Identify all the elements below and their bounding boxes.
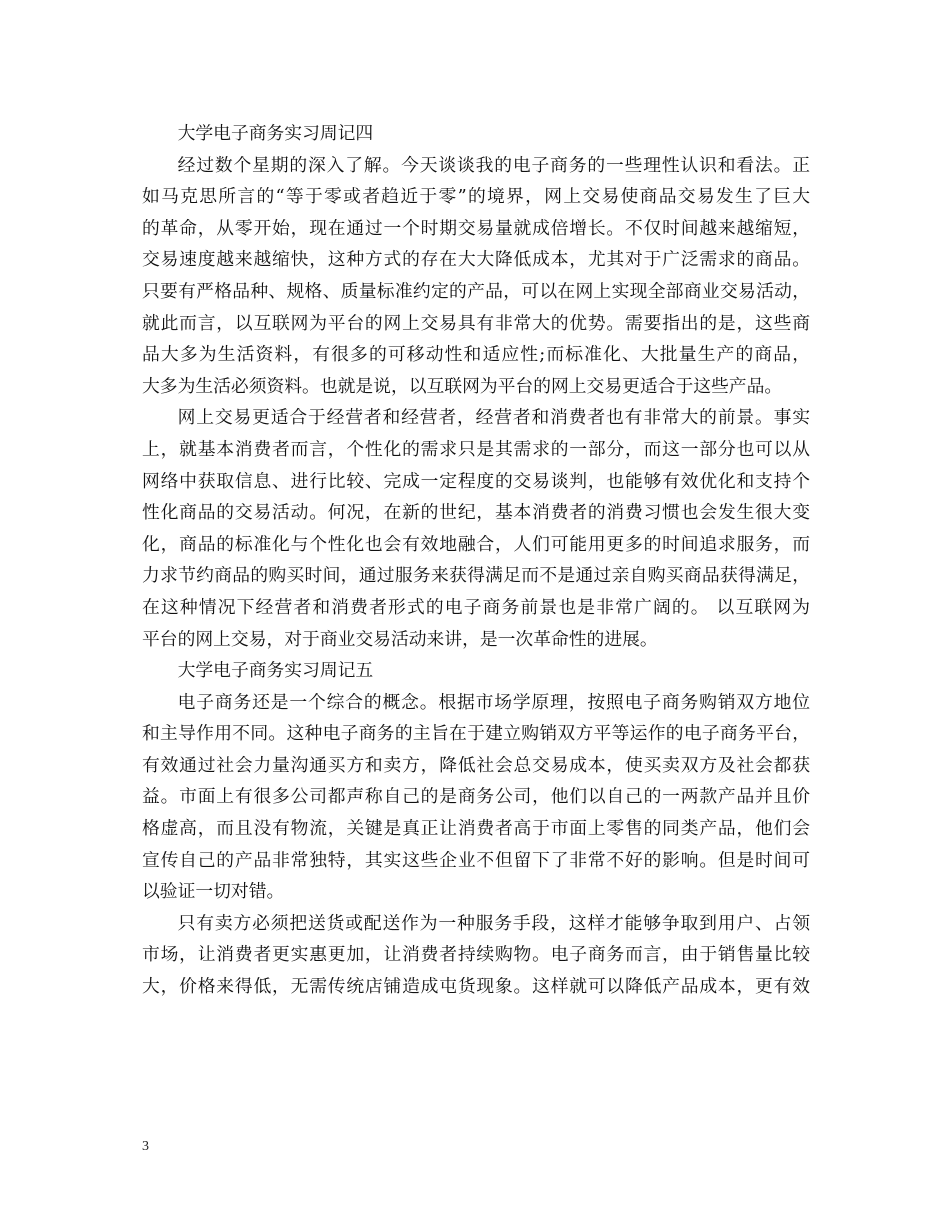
section-heading-week-5: 大学电子商务实习周记五 [177,660,374,682]
paragraph-line: 宣传自己的产品非常独特，其实这些企业不但留下了非常不好的影响。但是时间可 [142,849,810,871]
document-page [142,118,810,1003]
paragraph-line: 只有卖方必须把送货或配送作为一种服务手段，这样才能够争取到用户、占领 [177,912,810,934]
paragraph-line: 格虚高，而且没有物流，关键是真正让消费者高于市面上零售的同类产品，他们会 [142,818,810,840]
paragraph-line: 平台的网上交易，对于商业交易活动来讲，是一次革命性的进展。 [142,628,658,650]
paragraph-line: 网络中获取信息、进行比较、完成一定程度的交易谈判，也能够有效优化和支持个 [142,470,810,492]
paragraph-line: 益。市面上有很多公司都声称自己的是商务公司，他们以自己的一两款产品并且价 [142,786,810,808]
paragraph-line: 以验证一切对错。 [142,881,285,903]
paragraph-line: 网上交易更适合于经营者和经营者，经营者和消费者也有非常大的前景。事实 [177,407,810,429]
page-number: 3 [142,1139,149,1154]
section-heading-week-4: 大学电子商务实习周记四 [177,123,374,144]
paragraph-line: 的革命，从零开始，现在通过一个时期交易量就成倍增长。不仅时间越来越缩短， [142,217,810,239]
paragraph-line: 性化商品的交易活动。何况，在新的世纪，基本消费者的消费习惯也会发生很大变 [142,502,810,524]
paragraph-line: 在这种情况下经营者和消费者形式的电子商务前景也是非常广阔的。 以互联网为 [142,596,810,618]
paragraph-line: 上，就基本消费者而言，个性化的需求只是其需求的一部分，而这一部分也可以从 [142,438,810,460]
paragraph-line: 大多为生活必须资料。也就是说，以互联网为平台的网上交易更适合于这些产品。 [142,375,783,397]
paragraph-line: 品大多为生活资料，有很多的可移动性和适应性;而标准化、大批量生产的商品， [142,344,810,366]
paragraph-line: 有效通过社会力量沟通买方和卖方，降低社会总交易成本，使买卖双方及社会都获 [142,754,810,776]
paragraph-line: 大，价格来得低，无需传统店铺造成屯货现象。这样就可以降低产品成本，更有效 [142,976,810,998]
paragraph-line: 化，商品的标准化与个性化也会有效地融合，人们可能用更多的时间追求服务，而 [142,533,810,555]
paragraph-line: 只要有严格品种、规格、质量标准约定的产品，可以在网上实现全部商业交易活动， [142,280,810,302]
paragraph-line: 电子商务还是一个综合的概念。根据市场学原理，按照电子商务购销双方地位 [177,691,810,713]
paragraph-line: 就此而言，以互联网为平台的网上交易具有非常大的优势。需要指出的是，这些商 [142,312,810,334]
paragraph-line: 如马克思所言的“等于零或者趋近于零”的境界，网上交易使商品交易发生了巨大 [142,186,810,208]
paragraph-line: 市场，让消费者更实惠更加，让消费者持续购物。电子商务而言，由于销售量比较 [142,944,810,966]
paragraph-line: 和主导作用不同。这种电子商务的主旨在于建立购销双方平等运作的电子商务平台， [142,723,810,745]
paragraph-line: 力求节约商品的购买时间，通过服务来获得满足而不是通过亲自购买商品获得满足， [142,565,810,587]
paragraph-line: 经过数个星期的深入了解。今天谈谈我的电子商务的一些理性认识和看法。正 [177,154,810,176]
paragraph-line: 交易速度越来越缩快，这种方式的存在大大降低成本，尤其对于广泛需求的商品。 [142,249,810,271]
